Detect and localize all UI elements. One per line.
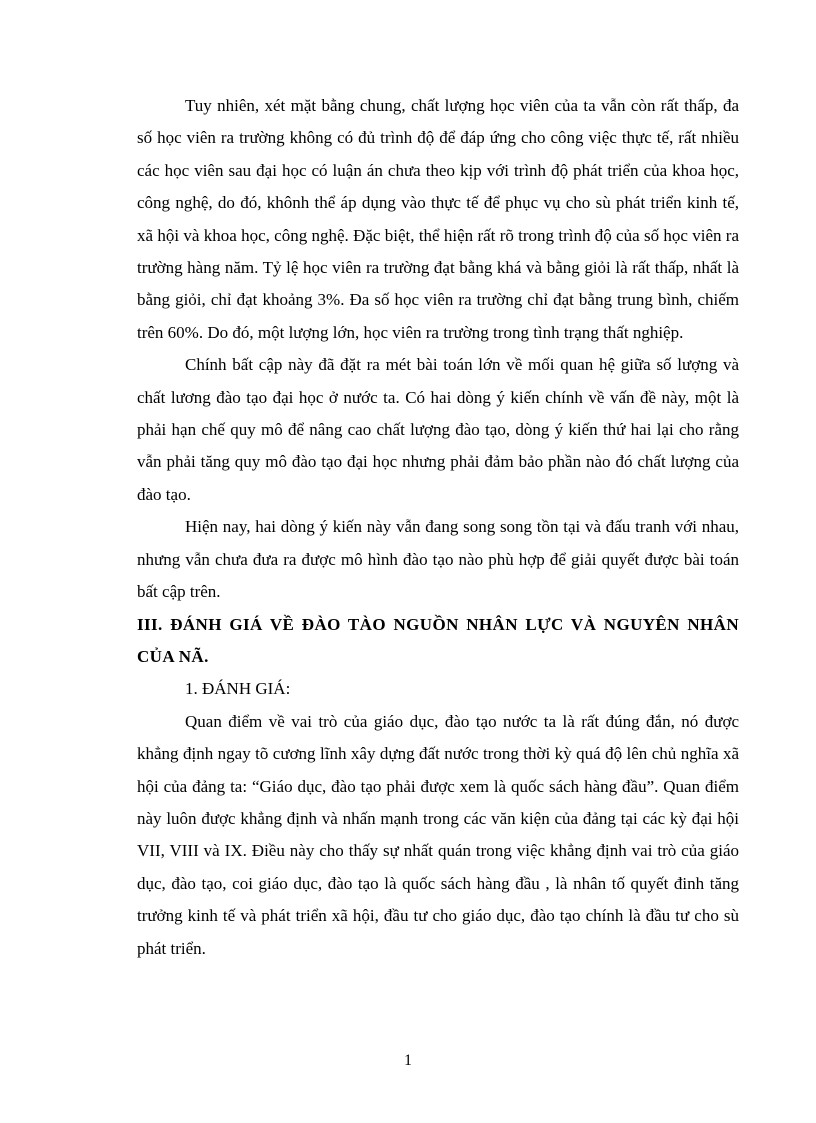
paragraph-role-of-education: Quan điểm về vai trò của giáo dục, đào tạo nước ta là rất đúng đắn, nó được khẳng định ngay tõ cương lĩnh xây dựng đất nước trong thời kỳ quá độ lên chủ nghĩa xã hội của đảng ta: “Giáo dục, đào tạo phải được xem là quốc sách hàng đầu”. Quan điểm này luôn được khẳng định và nhấn mạnh trong các văn kiện của đảng tại các kỳ đại hội VII, VIII và IX. Điều này cho thấy sự nhất quán trong việc khẳng định vai trò của giáo dục, đào tạo, coi giáo dục, đào tạo là quốc sách hàng đầu , là nhân tố quyết đinh tăng trưởng kinh tế và phát triển xã hội, đầu tư cho giáo dục, đào tạo chính là đầu tư cho sù phát triển. <box>137 711 739 958</box>
paragraph-quantity-vs-quality: Chính bất cập này đã đặt ra mét bài toán lớn về mối quan hệ giữa số lượng và chất lương đào tạo đại học ở nước ta. Có hai dòng ý kiến chính về vấn đề này, một là phải hạn chế quy mô để nâng cao chất lượng đào tạo, dòng ý kiến thứ hai lại cho rằng vẫn phải tăng quy mô đào tạo đại học nhưng phải đảm bảo phần nào đó chất lượng của đào tạo. <box>137 355 739 504</box>
page-number: 1 <box>404 1052 412 1069</box>
section-heading: III. ĐÁNH GIÁ VỀ ĐÀO TÀO NGUỒN NHÂN LỰC VÀ NGUYÊN NHÂN CỦA NÃ. <box>137 614 739 666</box>
document-page <box>137 90 739 965</box>
paragraph-two-opinions: Hiện nay, hai dòng ý kiến này vẫn đang song song tồn tại và đấu tranh với nhau, nhưng vẫn chưa đưa ra được mô hình đào tạo nào phù hợp để giải quyết được bài toán bất cập trên. <box>137 517 739 602</box>
subsection-heading: 1. ĐÁNH GIÁ: <box>185 679 291 699</box>
paragraph-quality-of-students: Tuy nhiên, xét mặt bằng chung, chất lượng học viên của ta vẫn còn rất thấp, đa số học viên ra trường không có đủ trình độ để đáp ứng cho công việc thực tế, rất nhiều các học viên sau đại học có luận án chưa theo kịp với trình độ phát triển của khoa học, công nghệ, do đó, khônh thể áp dụng vào thực tế để phục vụ cho sù phát triển kinh tế, xã hội và khoa học, công nghệ. Đặc biệt, thể hiện rất rõ trong trình độ của số học viên ra trường hàng năm. Tỷ lệ học viên ra trường đạt bằng khá và bằng giỏi là rất thấp, nhất là bằng giỏi, chỉ đạt khoảng 3%. Đa số học viên ra trường chỉ đạt bằng trung bình, chiếm trên 60%. Do đó, một lượng lớn, học viên ra trường trong tình trạng thất nghiệp. <box>137 96 739 342</box>
